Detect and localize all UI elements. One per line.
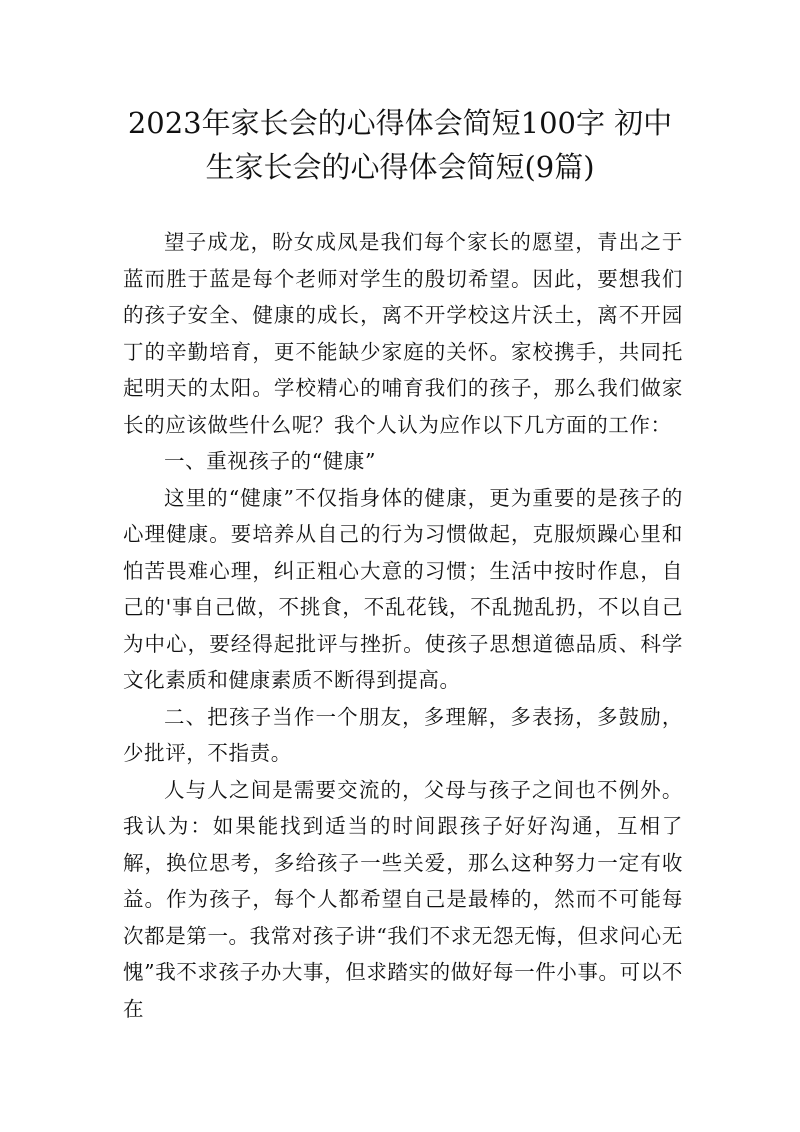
document-title-line-1: 2023年家长会的心得体会简短100字 初中: [127, 106, 673, 140]
paragraph-section-1: 这里的“健康”不仅指身体的健康，更为重要的是孩子的心理健康。要培养从自己的行为习惯做起，克服烦躁心里和怕苦畏难心理，纠正粗心大意的习惯；生活中按时作息，自己的'事自己做，不挑食，不乱花钱，不乱抛乱扔，不以自己为中心，要经得起批评与挫折。使孩子思想道德品质、科学文化素质和健康素质不断得到提高。: [123, 485, 683, 692]
paragraph-section-2: 人与人之间是需要交流的，父母与孩子之间也不例外。我认为：如果能找到适当的时间跟孩子好好沟通，互相了解，换位思考，多给孩子一些关爱，那么这种努力一定有收益。作为孩子，每个人都希望自己是最棒的，然而不可能每次都是第一。我常对孩子讲“我们不求无怨无悔，但求问心无愧”我不求孩子办大事，但求踏实的做好每一件小事。可以不在: [123, 777, 683, 1021]
heading-section-2: 二、把孩子当作一个朋友，多理解，多表扬，多鼓励，少批评，不指责。: [123, 704, 683, 765]
paragraph-intro: 望子成龙，盼女成凤是我们每个家长的愿望，青出之于蓝而胜于蓝是每个老师对学生的殷切希望。因此，要想我们的孩子安全、健康的成长，离不开学校这片沃土，离不开园丁的辛勤培育，更不能缺少家庭的关怀。家校携手，共同托起明天的太阳。学校精心的哺育我们的孩子，那么我们做家长的应该做些什么呢？我个人认为应作以下几方面的工作：: [123, 230, 683, 437]
document-body: [123, 224, 683, 1027]
heading-section-1: 一、重视孩子的“健康”: [164, 449, 377, 473]
document-title-line-2: 生家长会的心得体会简短(9篇): [205, 150, 595, 184]
